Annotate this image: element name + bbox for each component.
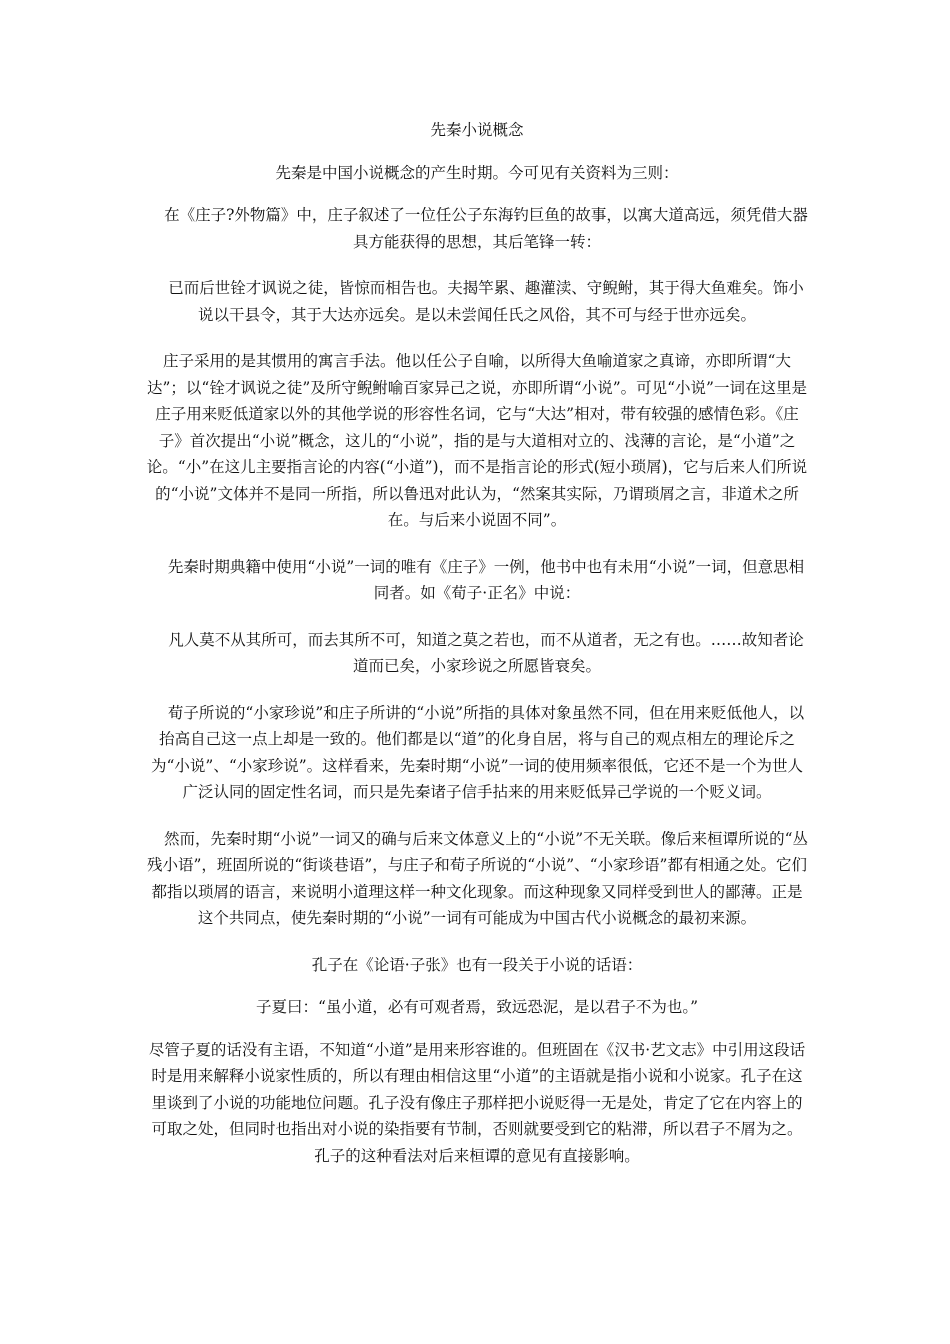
quote-zixia: 子夏曰：“虽小道，必有可观者焉，致远恐泥，是以君子不为也。” [255,998,699,1016]
paragraph-confucius-intro: 孔子在《论语·子张》也有一段关于小说的话语： [311,955,643,974]
paragraph-intro: 先秦是中国小说概念的产生时期。今可见有关资料为三则： [275,163,679,182]
paragraph-zhuangzi-intro: 在《庄子?外物篇》中，庄子叙述了一位任公子东海钓巨鱼的故事，以寓大道高远，须凭借大器具方能获得的思想，其后笔锋一转： [164,206,808,251]
paragraph-zhuangzi-analysis: 庄子采用的是其惯用的寓言手法。他以任公子自喻，以所得大鱼喻道家之真谛，亦即所谓“大达”；以“铨才讽说之徒”及所守鲵鲋喻百家异己之说，亦即所谓“小说”。可见“小说”一词在这里是庄子用来贬低道家以外的其他学说的形容性名词，它与“大达”相对，带有较强的感情色彩。《庄子》首次提出“小说”概念，这儿的“小说”，指的是与大道相对立的、浅薄的言论，是“小道”之论。“小”在这儿主要指言论的内容(“小道”)，而不是指言论的形式(短小琐屑)，它与后来人们所说的“小说”文体并不是同一所指，所以鲁迅对此认为，“然案其实际，乃谓琐屑之言，非道术之所在。与后来小说固不同”。 [146,352,808,529]
document-title: 先秦小说概念 [430,121,524,139]
document-body [145,117,809,1169]
paragraph-xunzi-intro: 先秦时期典籍中使用“小说”一词的唯有《庄子》一例，他书中也有未用“小说”一词，但意思相同者。如《荀子·正名》中说： [167,557,805,602]
paragraph-connection: 然而，先秦时期“小说”一词又的确与后来文体意义上的“小说”不无关联。像后来桓谭所说的“丛残小语”，班固所说的“街谈巷语”，与庄子和荀子所说的“小说”、“小家珍语”都有相通之处。它们都指以琐屑的语言，来说明小道理这样一种文化现象。而这种现象又同样受到世人的鄙薄。正是这个共同点，使先秦时期的“小说”一词有可能成为中国古代小说概念的最初来源。 [147,829,809,927]
paragraph-xunzi-analysis: 荀子所说的“小家珍说”和庄子所讲的“小说”所指的具体对象虽然不同，但在用来贬低他人，以抬高自己这一点上却是一致的。他们都是以“道”的化身自居，将与自己的观点相左的理论斥之为“小说”、“小家珍说”。这样看来，先秦时期“小说”一词的使用频率很低，它还不是一个为世人广泛认同的固定性名词，而只是先秦诸子信手拈来的用来贬低异己学说的一个贬义词。 [150,703,805,801]
paragraph-confucius-analysis: 尽管子夏的话没有主语，不知道“小道”是用来形容谁的。但班固在《汉书·艺文志》中引用这段话时是用来解释小说家性质的，所以有理由相信这里“小道”的主语就是指小说和小说家。孔子在这里谈到了小说的功能地位问题。孔子没有像庄子那样把小说贬得一无是处，肯定了它在内容上的可取之处，但同时也指出对小说的染指要有节制，否则就要受到它的粘滞，所以君子不屑为之。孔子的这种看法对后来桓谭的意见有直接影响。 [148,1040,806,1165]
quote-zhuangzi: 已而后世铨才讽说之徒，皆惊而相告也。夫揭竿累、趣灌渎、守鲵鲋，其于得大鱼难矣。饰小说以干县令，其于大达亦远矣。是以未尝闻任氏之风俗，其不可与经于世亦远矣。 [168,279,804,324]
quote-xunzi: 凡人莫不从其所可，而去其所不可，知道之莫之若也，而不从道者，无之有也。……故知者论道而已矣，小家珍说之所愿皆衰矣。 [168,630,804,675]
